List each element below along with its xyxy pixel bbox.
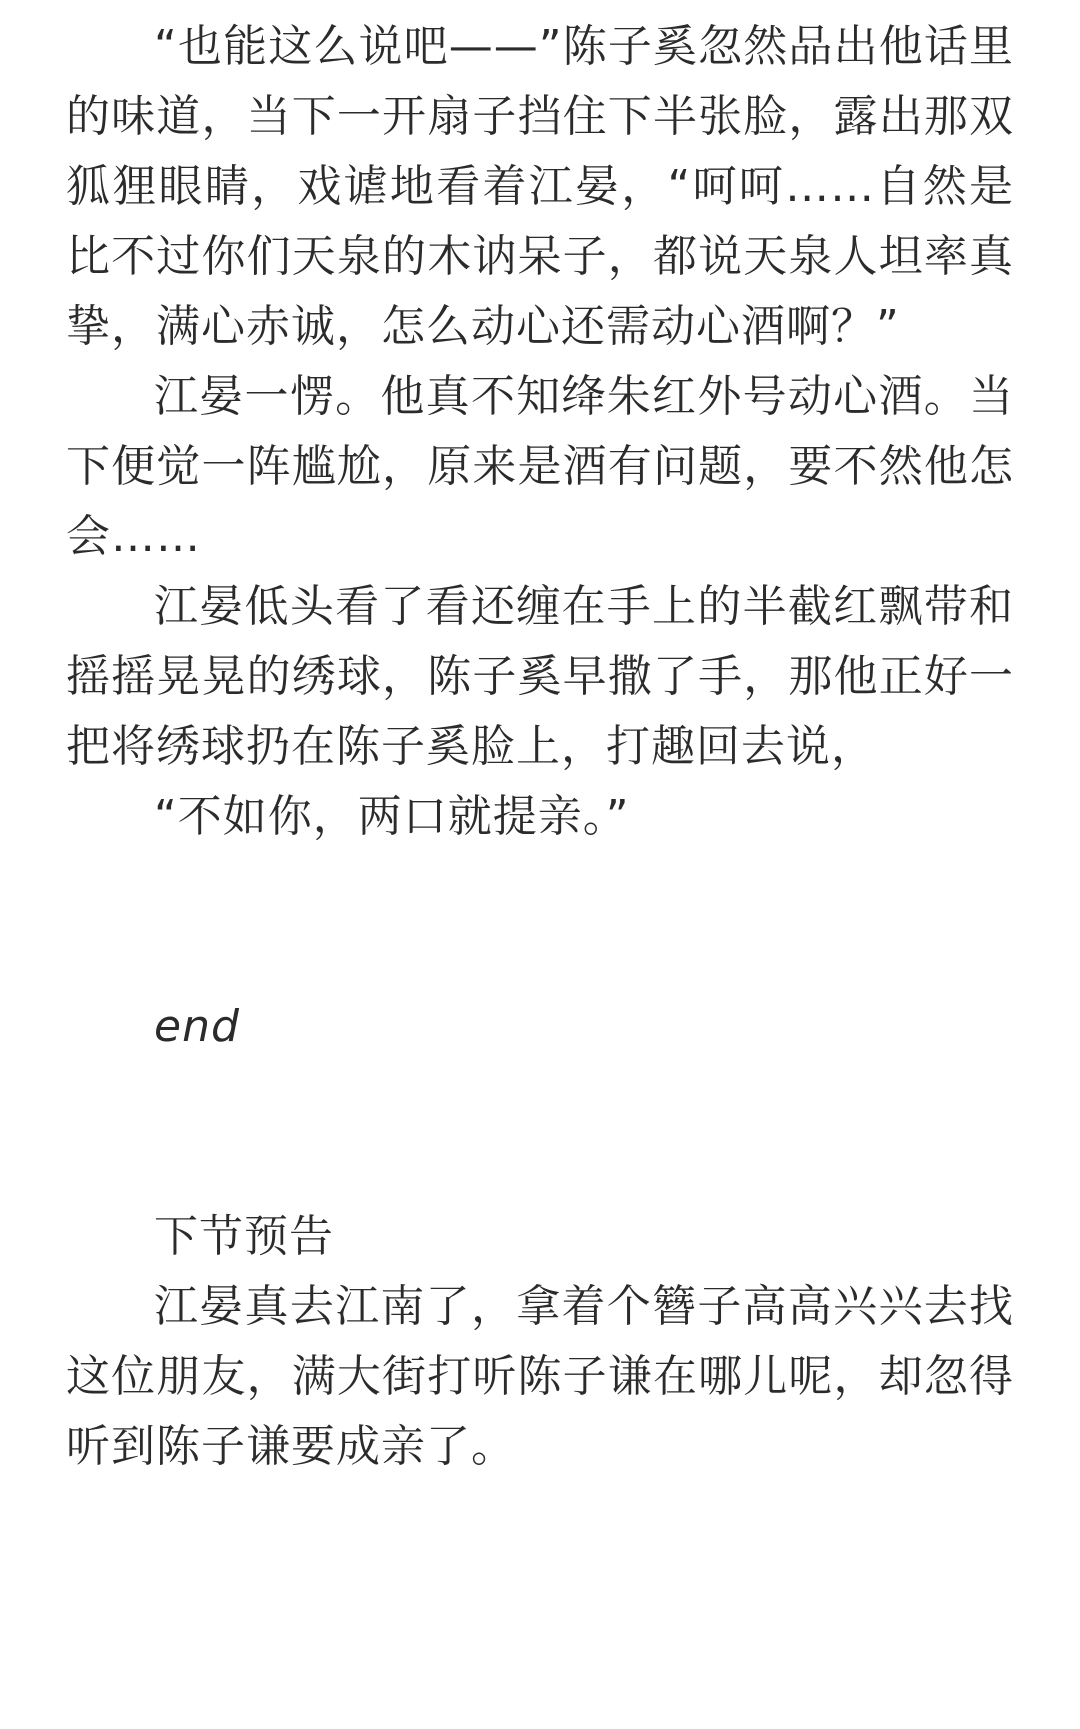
spacer xyxy=(66,922,1014,992)
spacer xyxy=(66,852,1014,922)
story-paragraph: 江晏一愣。他真不知绛朱红外号动心酒。当下便觉一阵尴尬，原来是酒有问题，要不然他怎会…… xyxy=(66,371,1014,562)
spacer xyxy=(66,1132,1014,1202)
preview-text: 江晏真去江南了，拿着个簪子高高兴兴去找这位朋友，满大街打听陈子谦在哪儿呢，却忽得听到陈子谦要成亲了。 xyxy=(66,1281,1014,1472)
story-paragraph: “也能这么说吧——”陈子奚忽然品出他话里的味道，当下一开扇子挡住下半张脸，露出那双狐狸眼睛，戏谑地看着江晏，“呵呵……自然是比不过你们天泉的木讷呆子，都说天泉人坦率真挚，满心赤诚，怎么动心还需动心酒啊？” xyxy=(66,21,1014,352)
story-paragraph: “不如你，两口就提亲。” xyxy=(154,791,630,842)
story-paragraph: 江晏低头看了看还缠在手上的半截红飘带和摇摇晃晃的绣球，陈子奚早撒了手，那他正好一把将绣球扔在陈子奚脸上，打趣回去说， xyxy=(66,581,1014,772)
preview-heading: 下节预告 xyxy=(154,1211,334,1262)
end-marker: end xyxy=(154,1001,240,1052)
spacer xyxy=(66,1062,1014,1132)
reading-page xyxy=(66,12,1014,1482)
